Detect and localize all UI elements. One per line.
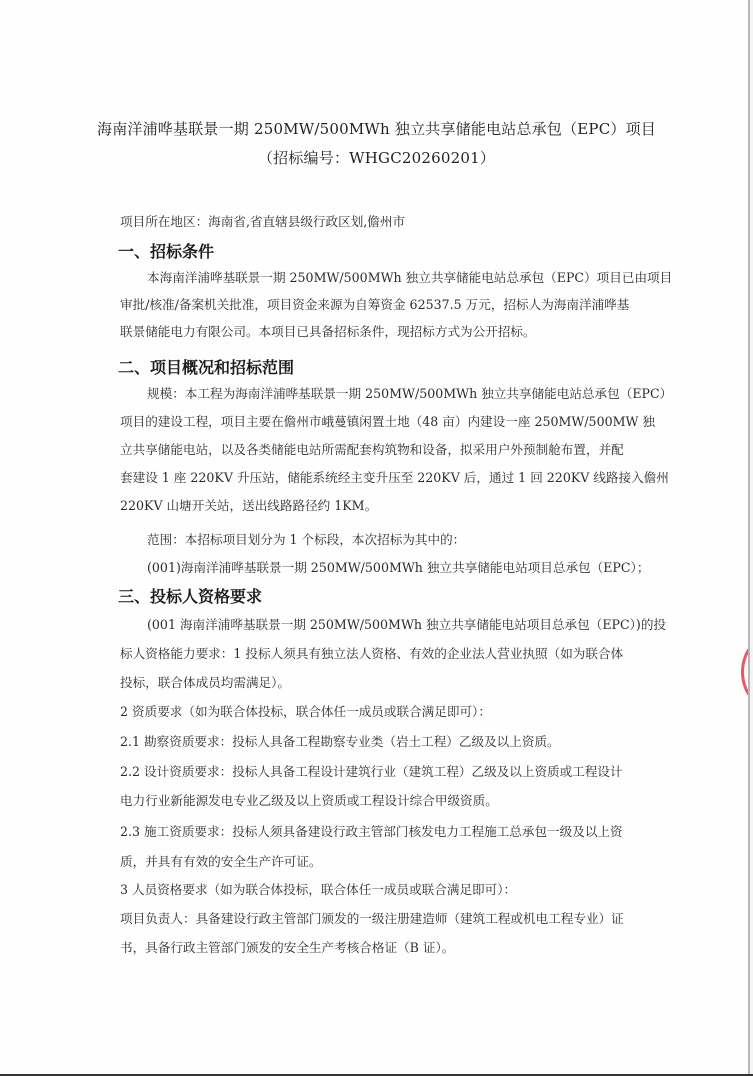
paragraph-line: 项目的建设工程，项目主要在儋州市峨蔓镇闲置土地（48 亩）内建设一座 250MW/500MW 独 xyxy=(120,414,656,429)
project-location: 项目所在地区：海南省,省直辖县级行政区划,儋州市 xyxy=(120,214,406,229)
tender-number: （招标编号：WHGC20260201） xyxy=(257,149,496,167)
paragraph-line: 2.2 设计资质要求：投标人具备工程设计建筑行业（建筑工程）乙级及以上资质或工程设计 xyxy=(120,764,623,779)
paragraph-line: 书，具备行政主管部门颁发的安全生产考核合格证（B 证）。 xyxy=(120,940,455,955)
paragraph-line: 审批/核准/备案机关批准，项目资金来源为自筹资金 62537.5 万元，招标人为海南洋浦哗基 xyxy=(120,297,630,312)
paragraph-line: 立共享储能电站，以及各类储能电站所需配套构筑物和设备，拟采用户外预制舱布置，并配 xyxy=(120,442,624,457)
paragraph-line: 2 资质要求（如为联合体投标，联合体任一成员或联合满足即可）： xyxy=(120,704,491,719)
paragraph-line: (001)海南洋浦哗基联景一期 250MW/500MWh 独立共享储能电站项目总承包（EPC）； xyxy=(147,560,650,575)
paragraph-line: 范围：本招标项目划分为 1 个标段，本次招标为其中的： xyxy=(147,532,466,547)
paragraph-line: 3 人员资格要求（如为联合体投标，联合体任一成员或联合满足即可）： xyxy=(120,882,517,897)
paragraph-line: 220KV 山塘开关站，送出线路路径约 1KM。 xyxy=(120,498,378,513)
section-heading-project-overview: 二、项目概况和招标范围 xyxy=(118,358,295,377)
paragraph-line: 质，并具有有效的安全生产许可证。 xyxy=(120,854,322,869)
document-title: 海南洋浦哗基联景一期 250MW/500MWh 独立共享储能电站总承包（EPC）项目 xyxy=(97,120,656,138)
paragraph-line: 投标，联合体成员均需满足）。 xyxy=(120,675,291,690)
paragraph-line: 2.1 勘察资质要求：投标人具备工程勘察专业类（岩土工程）乙级及以上资质。 xyxy=(120,734,560,749)
paragraph-line: 套建设 1 座 220KV 升压站，储能系统经主变升压至 220KV 后，通过 1 回 220KV 线路接入儋州 xyxy=(120,470,669,485)
paragraph-line: 电力行业新能源发电专业乙级及以上资质或工程设计综合甲级资质。 xyxy=(120,793,498,808)
paragraph-line: 项目负责人：具备建设行政主管部门颁发的一级注册建造师（建筑工程或机电工程专业）证 xyxy=(120,911,624,926)
paragraph-line: 本海南洋浦哗基联景一期 250MW/500MWh 独立共享储能电站总承包（EPC）项目已由项目 xyxy=(147,270,673,285)
section-heading-tender-conditions: 一、招标条件 xyxy=(118,242,215,261)
section-heading-bidder-qualifications: 三、投标人资格要求 xyxy=(118,587,263,606)
paragraph-line: 规模：本工程为海南洋浦哗基联景一期 250MW/500MWh 独立共享储能电站总承包（EPC） xyxy=(147,386,673,401)
paragraph-line: (001 海南洋浦哗基联景一期 250MW/500MWh 独立共享储能电站项目总承包（EPC）)的投 xyxy=(147,617,667,632)
paragraph-line: 标人资格能力要求：1 投标人须具有独立法人资格、有效的企业法人营业执照（如为联合体 xyxy=(120,646,624,661)
paragraph-line: 联景储能电力有限公司。本项目已具备招标条件，现招标方式为公开招标。 xyxy=(120,324,536,339)
paragraph-line: 2.3 施工资质要求：投标人须具备建设行政主管部门核发电力工程施工总承包一级及以上资 xyxy=(120,824,623,839)
